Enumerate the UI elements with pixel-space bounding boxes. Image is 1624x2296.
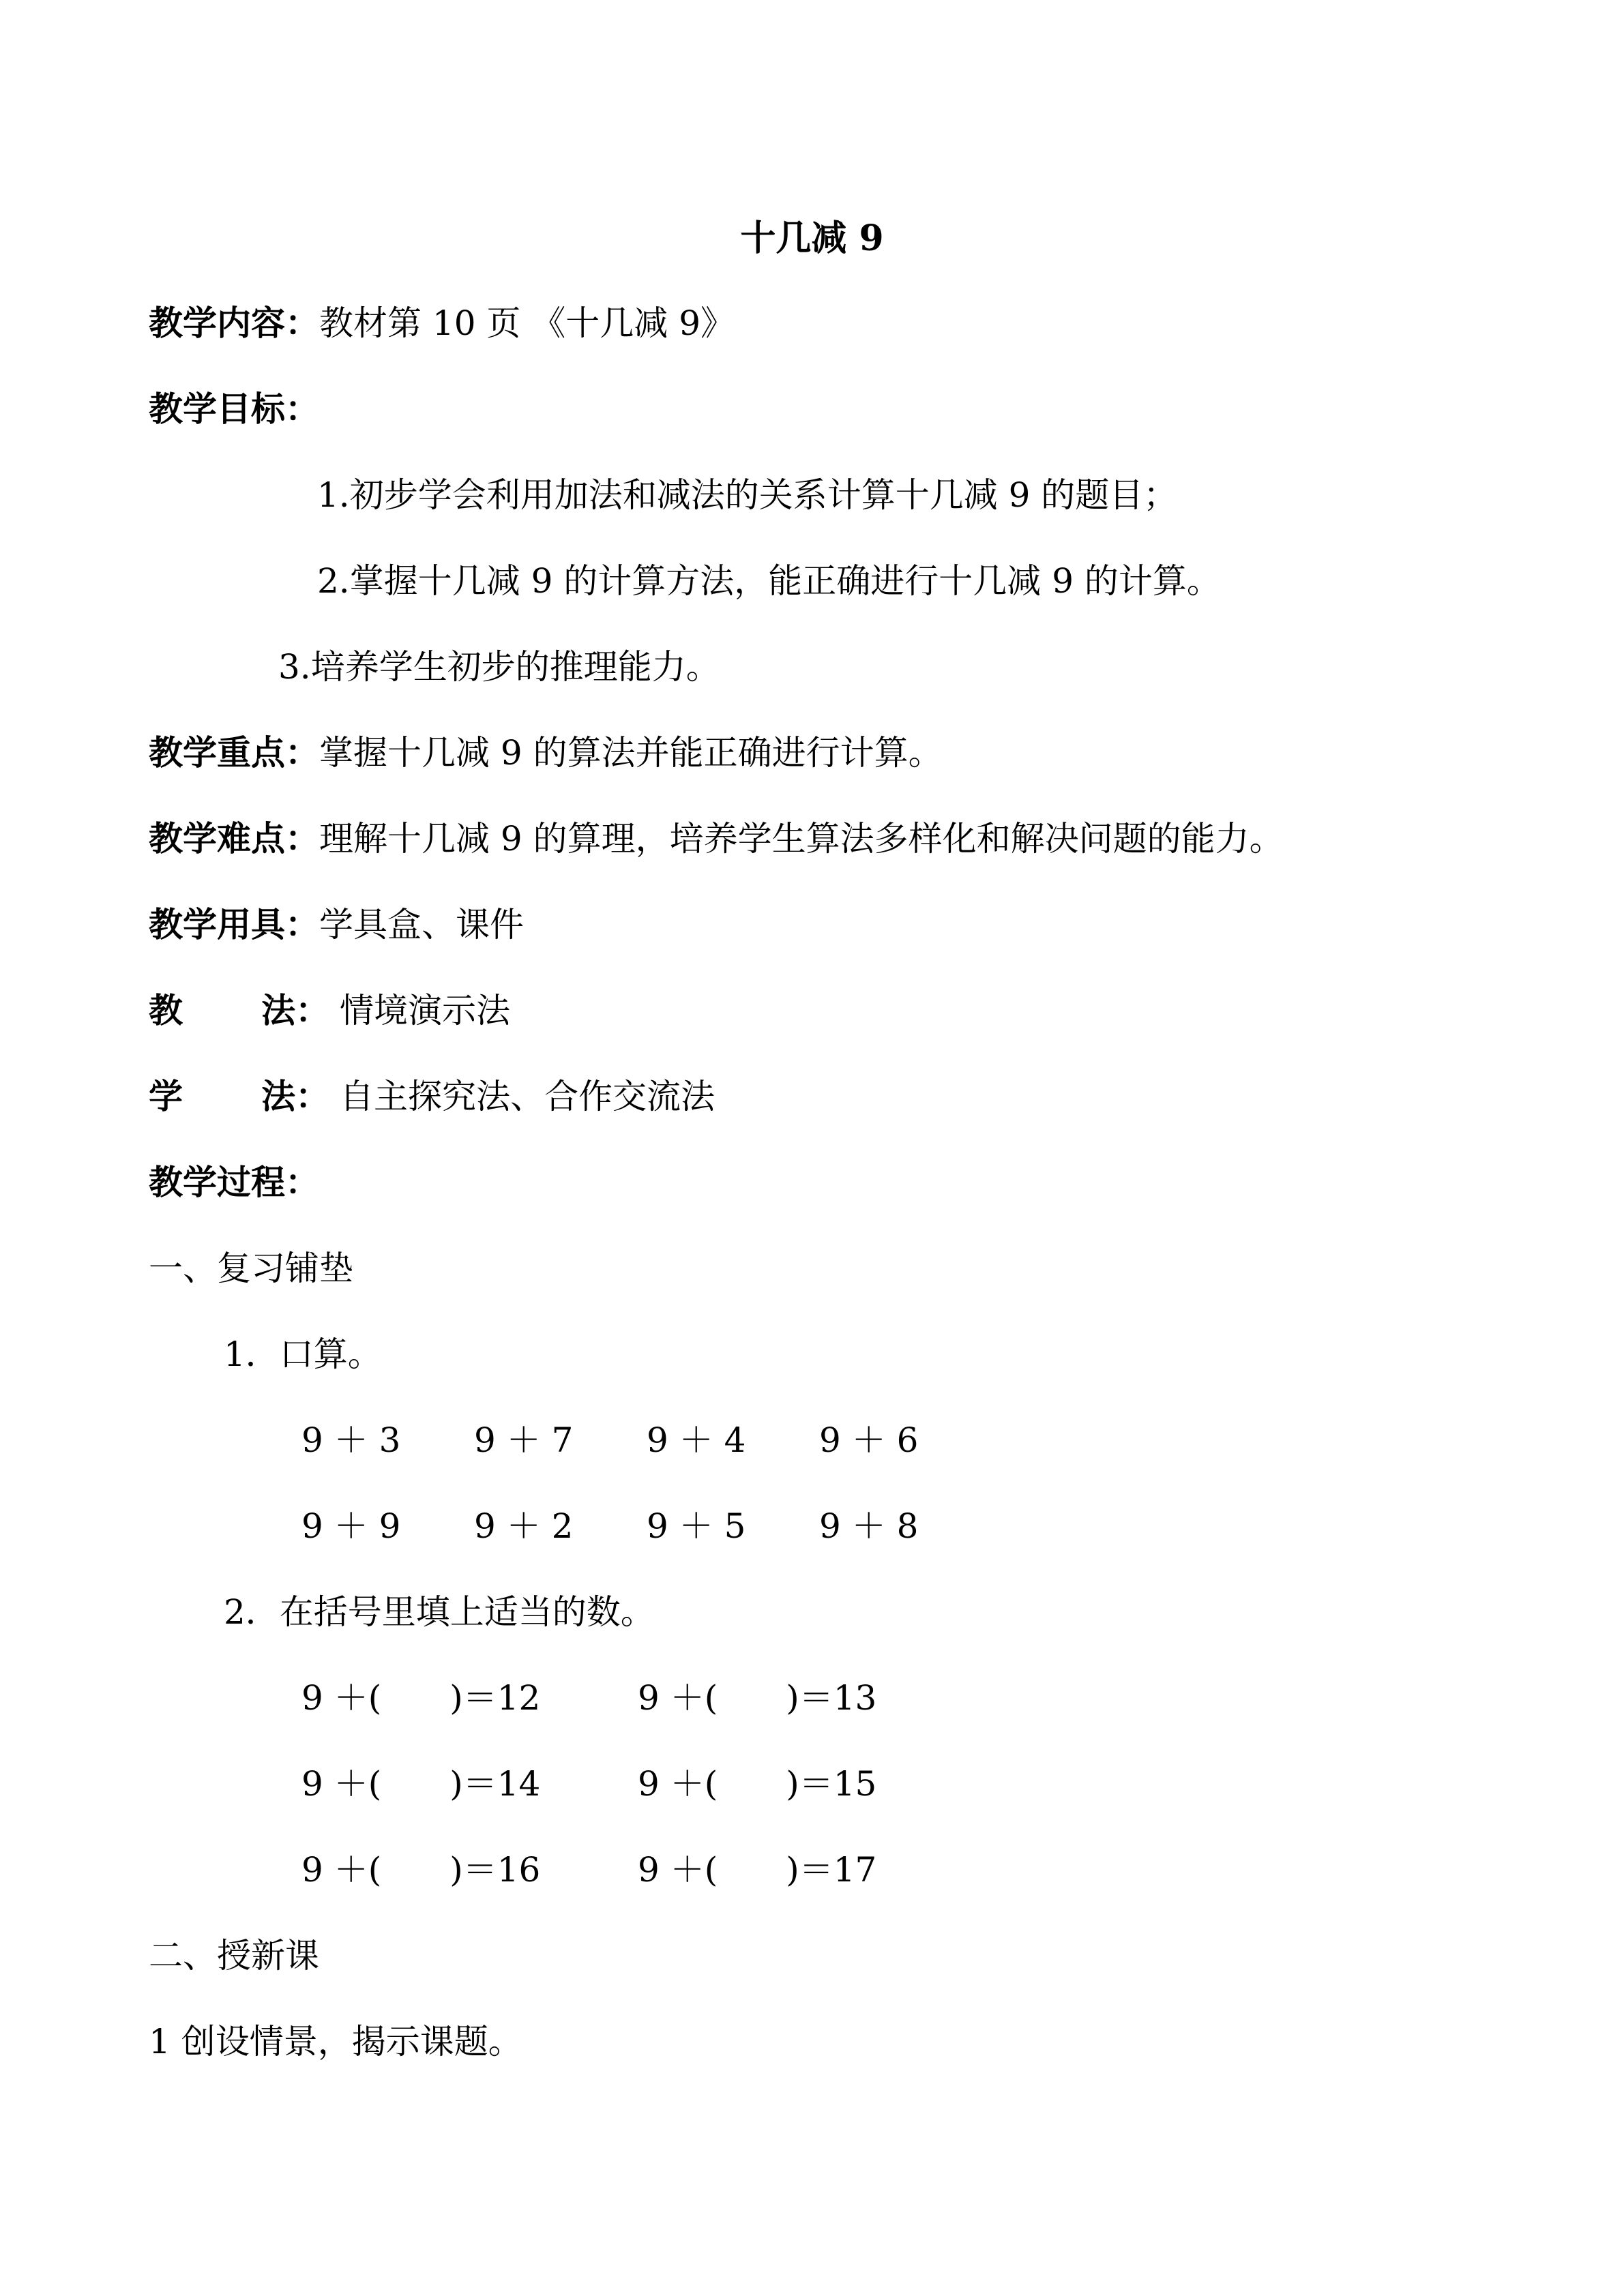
goal-item-1: 1.初步学会利用加法和减法的关系计算十几减 9 的题目；: [317, 475, 1178, 515]
goal-item-2: 2.掌握十几减 9 的计算方法，能正确进行十几减 9 的计算。: [317, 561, 1221, 601]
goals-label: 教学目标：: [149, 389, 319, 429]
fill-blank-cell: 9 ＋( )＝17: [638, 1850, 877, 1890]
tools-label: 教学用具：: [149, 904, 319, 944]
page-title: 十几减 9: [740, 218, 884, 259]
process-label: 教学过程：: [149, 1162, 319, 1202]
content-label: 教学内容：: [149, 303, 319, 343]
teach-method-label-1: 教: [149, 990, 183, 1030]
section2-step1: 1 创设情景，揭示课题。: [149, 2022, 522, 2061]
learn-method-label-1: 学: [149, 1076, 183, 1116]
teach-method-label: [149, 989, 340, 1032]
oral-calc-cell: 9 ＋ 5: [647, 1506, 746, 1546]
oral-calc-cell: 9 ＋ 3: [301, 1420, 401, 1460]
difficulty-value: 理解十几减 9 的算理，培养学生算法多样化和解决问题的能力。: [319, 819, 1284, 859]
fill-blank-cell: 9 ＋( )＝13: [638, 1678, 877, 1718]
section2-heading: 二、授新课: [149, 1936, 319, 1976]
fill-blank-cell: 9 ＋( )＝14: [301, 1764, 541, 1804]
tools-value: 学具盒、课件: [319, 905, 524, 944]
learn-method-line: [149, 1075, 715, 1118]
task2-label: 2．在括号里填上适当的数。: [224, 1592, 655, 1632]
key-point-line: [149, 731, 943, 775]
oral-calc-cell: 9 ＋ 6: [819, 1420, 919, 1460]
teach-method-line: [149, 989, 510, 1032]
tools-line: [149, 903, 524, 946]
content-line: [149, 301, 735, 345]
key-point-label: 教学重点：: [149, 732, 319, 773]
fill-blank-cell: 9 ＋( )＝16: [301, 1850, 541, 1890]
oral-calc-cell: 9 ＋ 4: [647, 1420, 746, 1460]
fill-blank-cell: 9 ＋( )＝15: [638, 1764, 877, 1804]
section1-heading: 一、复习铺垫: [149, 1249, 353, 1288]
goal-item-3: 3.培养学生初步的推理能力。: [278, 647, 720, 687]
learn-method-label-2: 法：: [261, 1076, 329, 1116]
key-point-value: 掌握十几减 9 的算法并能正确进行计算。: [319, 733, 943, 773]
oral-calc-cell: 9 ＋ 2: [474, 1506, 574, 1546]
teach-method-label-2: 法：: [261, 990, 329, 1030]
learn-method-value: 自主探究法、合作交流法: [340, 1077, 715, 1116]
oral-calc-cell: 9 ＋ 9: [301, 1506, 401, 1546]
learn-method-label: [149, 1075, 340, 1118]
fill-blank-cell: 9 ＋( )＝12: [301, 1678, 541, 1718]
oral-calc-cell: 9 ＋ 7: [474, 1420, 574, 1460]
task1-label: 1．口算。: [224, 1335, 382, 1374]
difficulty-line: [149, 817, 1284, 861]
oral-calc-cell: 9 ＋ 8: [819, 1506, 919, 1546]
content-value: 教材第 10 页 《十几减 9》: [319, 303, 735, 343]
difficulty-label: 教学难点：: [149, 818, 319, 859]
teach-method-value: 情境演示法: [340, 991, 510, 1030]
